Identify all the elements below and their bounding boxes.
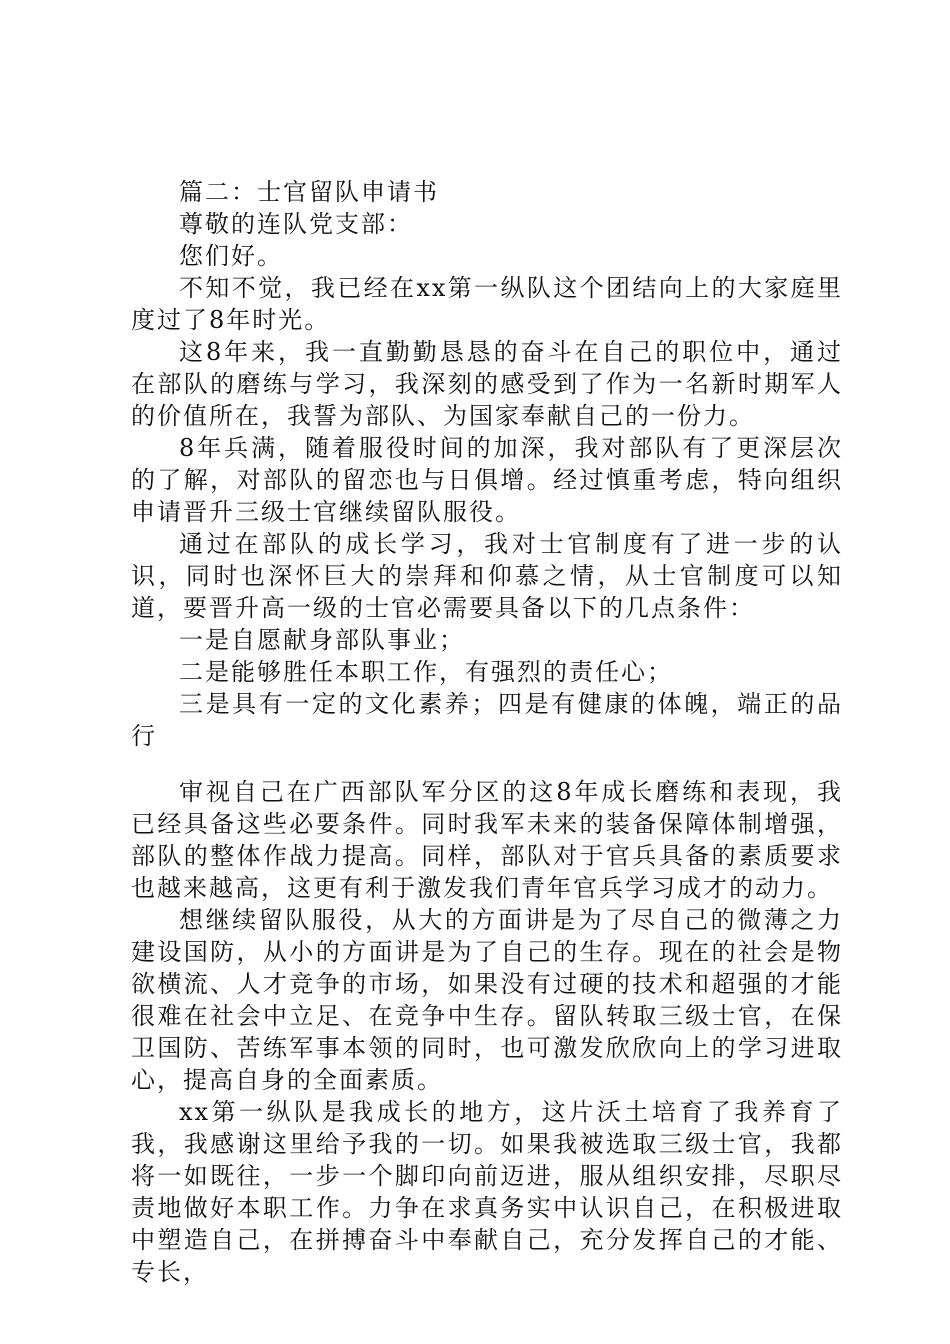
- greeting: 您们好。: [179, 242, 283, 270]
- document-title: 篇二：士官留队申请书: [179, 178, 439, 206]
- body-paragraph: 8年兵满，随着服役时间的加深，我对部队有了更深层次的了解，对部队的留恋也与日俱增。经过慎重考虑，特向组织申请晋升三级士官继续留队服役。: [131, 434, 843, 526]
- body-paragraph: 审视自己在广西部队军分区的这8年成长磨练和表现，我已经具备这些必要条件。同时我军未来的装备保障体制增强，部队的整体作战力提高。同样，部队对于官兵具备的素质要求也越来越高，这更有利于激发我们青年官兵学习成才的动力。: [131, 778, 843, 902]
- paragraph-gap: [131, 752, 843, 776]
- body-paragraph: xx第一纵队是我成长的地方，这片沃土培育了我养育了我，我感谢这里给予我的一切。如果我被选取三级士官，我都将一如既往，一步一个脚印向前迈进，服从组织安排，尽职尽责地做好本职工作。力争在求真务实中认识自己，在积极进取中塑造自己，在拼搏奋斗中奉献自己，充分发挥自己的才能、专长，: [131, 1098, 843, 1286]
- body-paragraph: 通过在部队的成长学习，我对士官制度有了进一步的认识，同时也深怀巨大的崇拜和仰慕之情，从士官制度可以知道，要晋升高一级的士官必需要具备以下的几点条件：: [131, 530, 843, 622]
- condition-item: 一是自愿献身部队事业；: [179, 626, 465, 654]
- body-paragraph: 想继续留队服役，从大的方面讲是为了尽自己的微薄之力建设国防，从小的方面讲是为了自己的生存。现在的社会是物欲横流、人才竞争的市场，如果没有过硬的技术和超强的才能很难在社会中立足、在竞争中生存。留队转取三级士官，在保卫国防、苦练军事本领的同时，也可激发欣欣向上的学习进取心，提高自身的全面素质。: [131, 906, 843, 1094]
- body-paragraph: 这8年来，我一直勤勤恳恳的奋斗在自己的职位中，通过在部队的磨练与学习，我深刻的感受到了作为一名新时期军人的价值所在，我誓为部队、为国家奉献自己的一份力。: [131, 338, 843, 430]
- salutation: 尊敬的连队党支部：: [179, 210, 413, 238]
- document-body: [131, 176, 843, 1288]
- condition-item: 二是能够胜任本职工作，有强烈的责任心；: [179, 658, 673, 686]
- condition-item: 三是具有一定的文化素养；四是有健康的体魄，端正的品行: [131, 690, 843, 750]
- body-paragraph: 不知不觉，我已经在xx第一纵队这个团结向上的大家庭里度过了8年时光。: [131, 274, 843, 334]
